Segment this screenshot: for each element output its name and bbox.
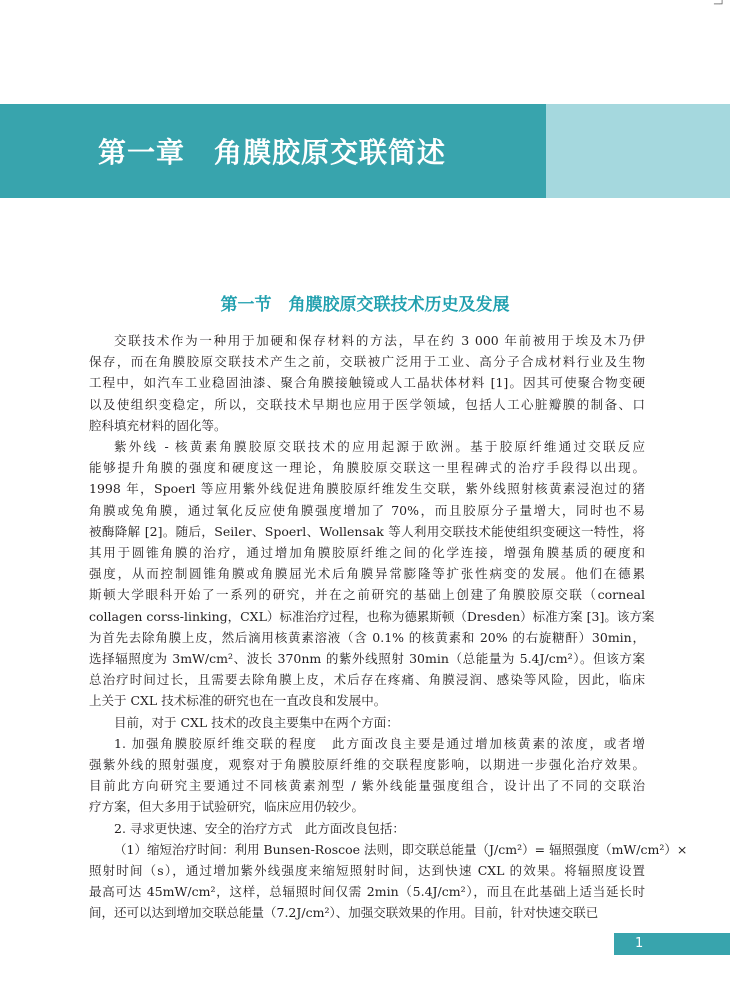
paragraph xyxy=(89,839,688,924)
paragraph xyxy=(89,733,645,818)
text-line: 上关于 CXL 技术标准的研究也在一直改良和发展中。 xyxy=(89,693,387,709)
text-line: 最高可达 45mW/cm²，这样，总辐照时间仅需 2min（5.4J/cm²），而且在此基础上适当延长时 xyxy=(89,884,645,900)
text-line: 疗方案，但大多用于试验研究，临床应用仍较少。 xyxy=(89,799,365,815)
text-line: 目前，对于 CXL 技术的改良主要集中在两个方面： xyxy=(114,714,399,730)
paragraph xyxy=(89,330,645,436)
text-line: 选择辐照度为 3mW/cm²、波长 370nm 的紫外线照射 30min（总能量为 5.4J/cm²）。但该方案 xyxy=(89,651,645,667)
body-text xyxy=(89,330,688,924)
chapter-title: 第一章 角膜胶原交联简述 xyxy=(98,136,447,169)
text-line: 总治疗时间过长，且需要去除角膜上皮，术后存在疼痛、角膜浸润、感染等风险，因此，临床 xyxy=(89,672,645,688)
page-number-bar xyxy=(614,933,730,955)
text-line: 其用于圆锥角膜的治疗，通过增加角膜胶原纤维之间的化学连接，增强角膜基质的硬度和 xyxy=(89,545,645,561)
page-number: 1 xyxy=(635,936,644,951)
paragraph xyxy=(89,712,645,733)
text-line: 以及使组织变稳定，所以，交联技术早期也应用于医学领域，包括人工心脏瓣膜的制备、口 xyxy=(89,396,645,412)
text-line: （1）缩短治疗时间：利用 Bunsen-Roscoe 法则，即交联总能量（J/cm²）= 辐照强度（mW/cm²）× xyxy=(114,841,688,857)
text-line: 角膜或兔角膜，通过氧化反应使角膜强度增加了 70%，而且胶原分子量增大，同时也不易 xyxy=(89,502,645,518)
chapter-banner-accent xyxy=(546,104,730,198)
text-line: 1. 加强角膜胶原纤维交联的程度 此方面改良主要是通过增加核黄素的浓度，或者增 xyxy=(114,735,645,751)
paragraph xyxy=(89,436,655,712)
section-title: 第一节 角膜胶原交联技术历史及发展 xyxy=(220,295,510,315)
text-line: collagen corss-linking，CXL）标准治疗过程，也称为德累斯顿（Dresden）标准方案 [3]。该方案 xyxy=(89,608,655,624)
text-line: 强度，从而控制圆锥角膜或角膜屈光术后角膜异常膨隆等扩张性病变的发展。他们在德累 xyxy=(89,566,645,582)
text-line: 被酶降解 [2]。随后，Seiler、Spoerl、Wollensak 等人利用交联技术能使组织变硬这一特性，将 xyxy=(89,523,645,539)
text-line: 工程中，如汽车工业稳固油漆、聚合角膜接触镜或人工晶状体材料 [1]。因其可使聚合物变硬 xyxy=(89,375,645,391)
text-line: 紫外线 - 核黄素角膜胶原交联技术的应用起源于欧洲。基于胶原纤维通过交联反应 xyxy=(114,439,645,455)
crop-mark: ─┘ xyxy=(714,0,725,10)
text-line: 照射时间（s），通过增加紫外线强度来缩短照射时间，达到快速 CXL 的效果。将辐照度设置 xyxy=(89,863,645,879)
text-line: 2. 寻求更快速、安全的治疗方式 此方面改良包括： xyxy=(114,820,405,836)
text-line: 强紫外线的照射强度，观察对于角膜胶原纤维的交联程度影响，以期进一步强化治疗效果。 xyxy=(89,757,645,773)
text-line: 目前此方向研究主要通过不同核黄素剂型 / 紫外线能量强度组合，设计出了不同的交联治 xyxy=(89,778,645,794)
text-line: 1998 年，Spoerl 等应用紫外线促进角膜胶原纤维发生交联，紫外线照射核黄素浸泡过的猪 xyxy=(89,481,645,497)
text-line: 交联技术作为一种用于加硬和保存材料的方法，早在约 3 000 年前被用于埃及木乃伊 xyxy=(114,333,645,348)
paragraph xyxy=(89,818,645,839)
text-line: 能够提升角膜的强度和硬度这一理论，角膜胶原交联这一里程碑式的治疗手段得以出现。 xyxy=(89,460,645,476)
text-line: 间，还可以达到增加交联总能量（7.2J/cm²）、加强交联效果的作用。目前，针对快速交联已 xyxy=(89,905,599,921)
text-line: 为首先去除角膜上皮，然后滴用核黄素溶液（含 0.1% 的核黄素和 20% 的右旋糖酐）30min， xyxy=(89,629,645,645)
text-line: 斯顿大学眼科开始了一系列的研究，并在之前研究的基础上创建了角膜胶原交联（corneal xyxy=(89,587,645,603)
text-line: 腔科填充材料的固化等。 xyxy=(89,417,227,433)
text-line: 保存，而在角膜胶原交联技术产生之前，交联被广泛用于工业、高分子合成材料行业及生物 xyxy=(89,354,645,370)
